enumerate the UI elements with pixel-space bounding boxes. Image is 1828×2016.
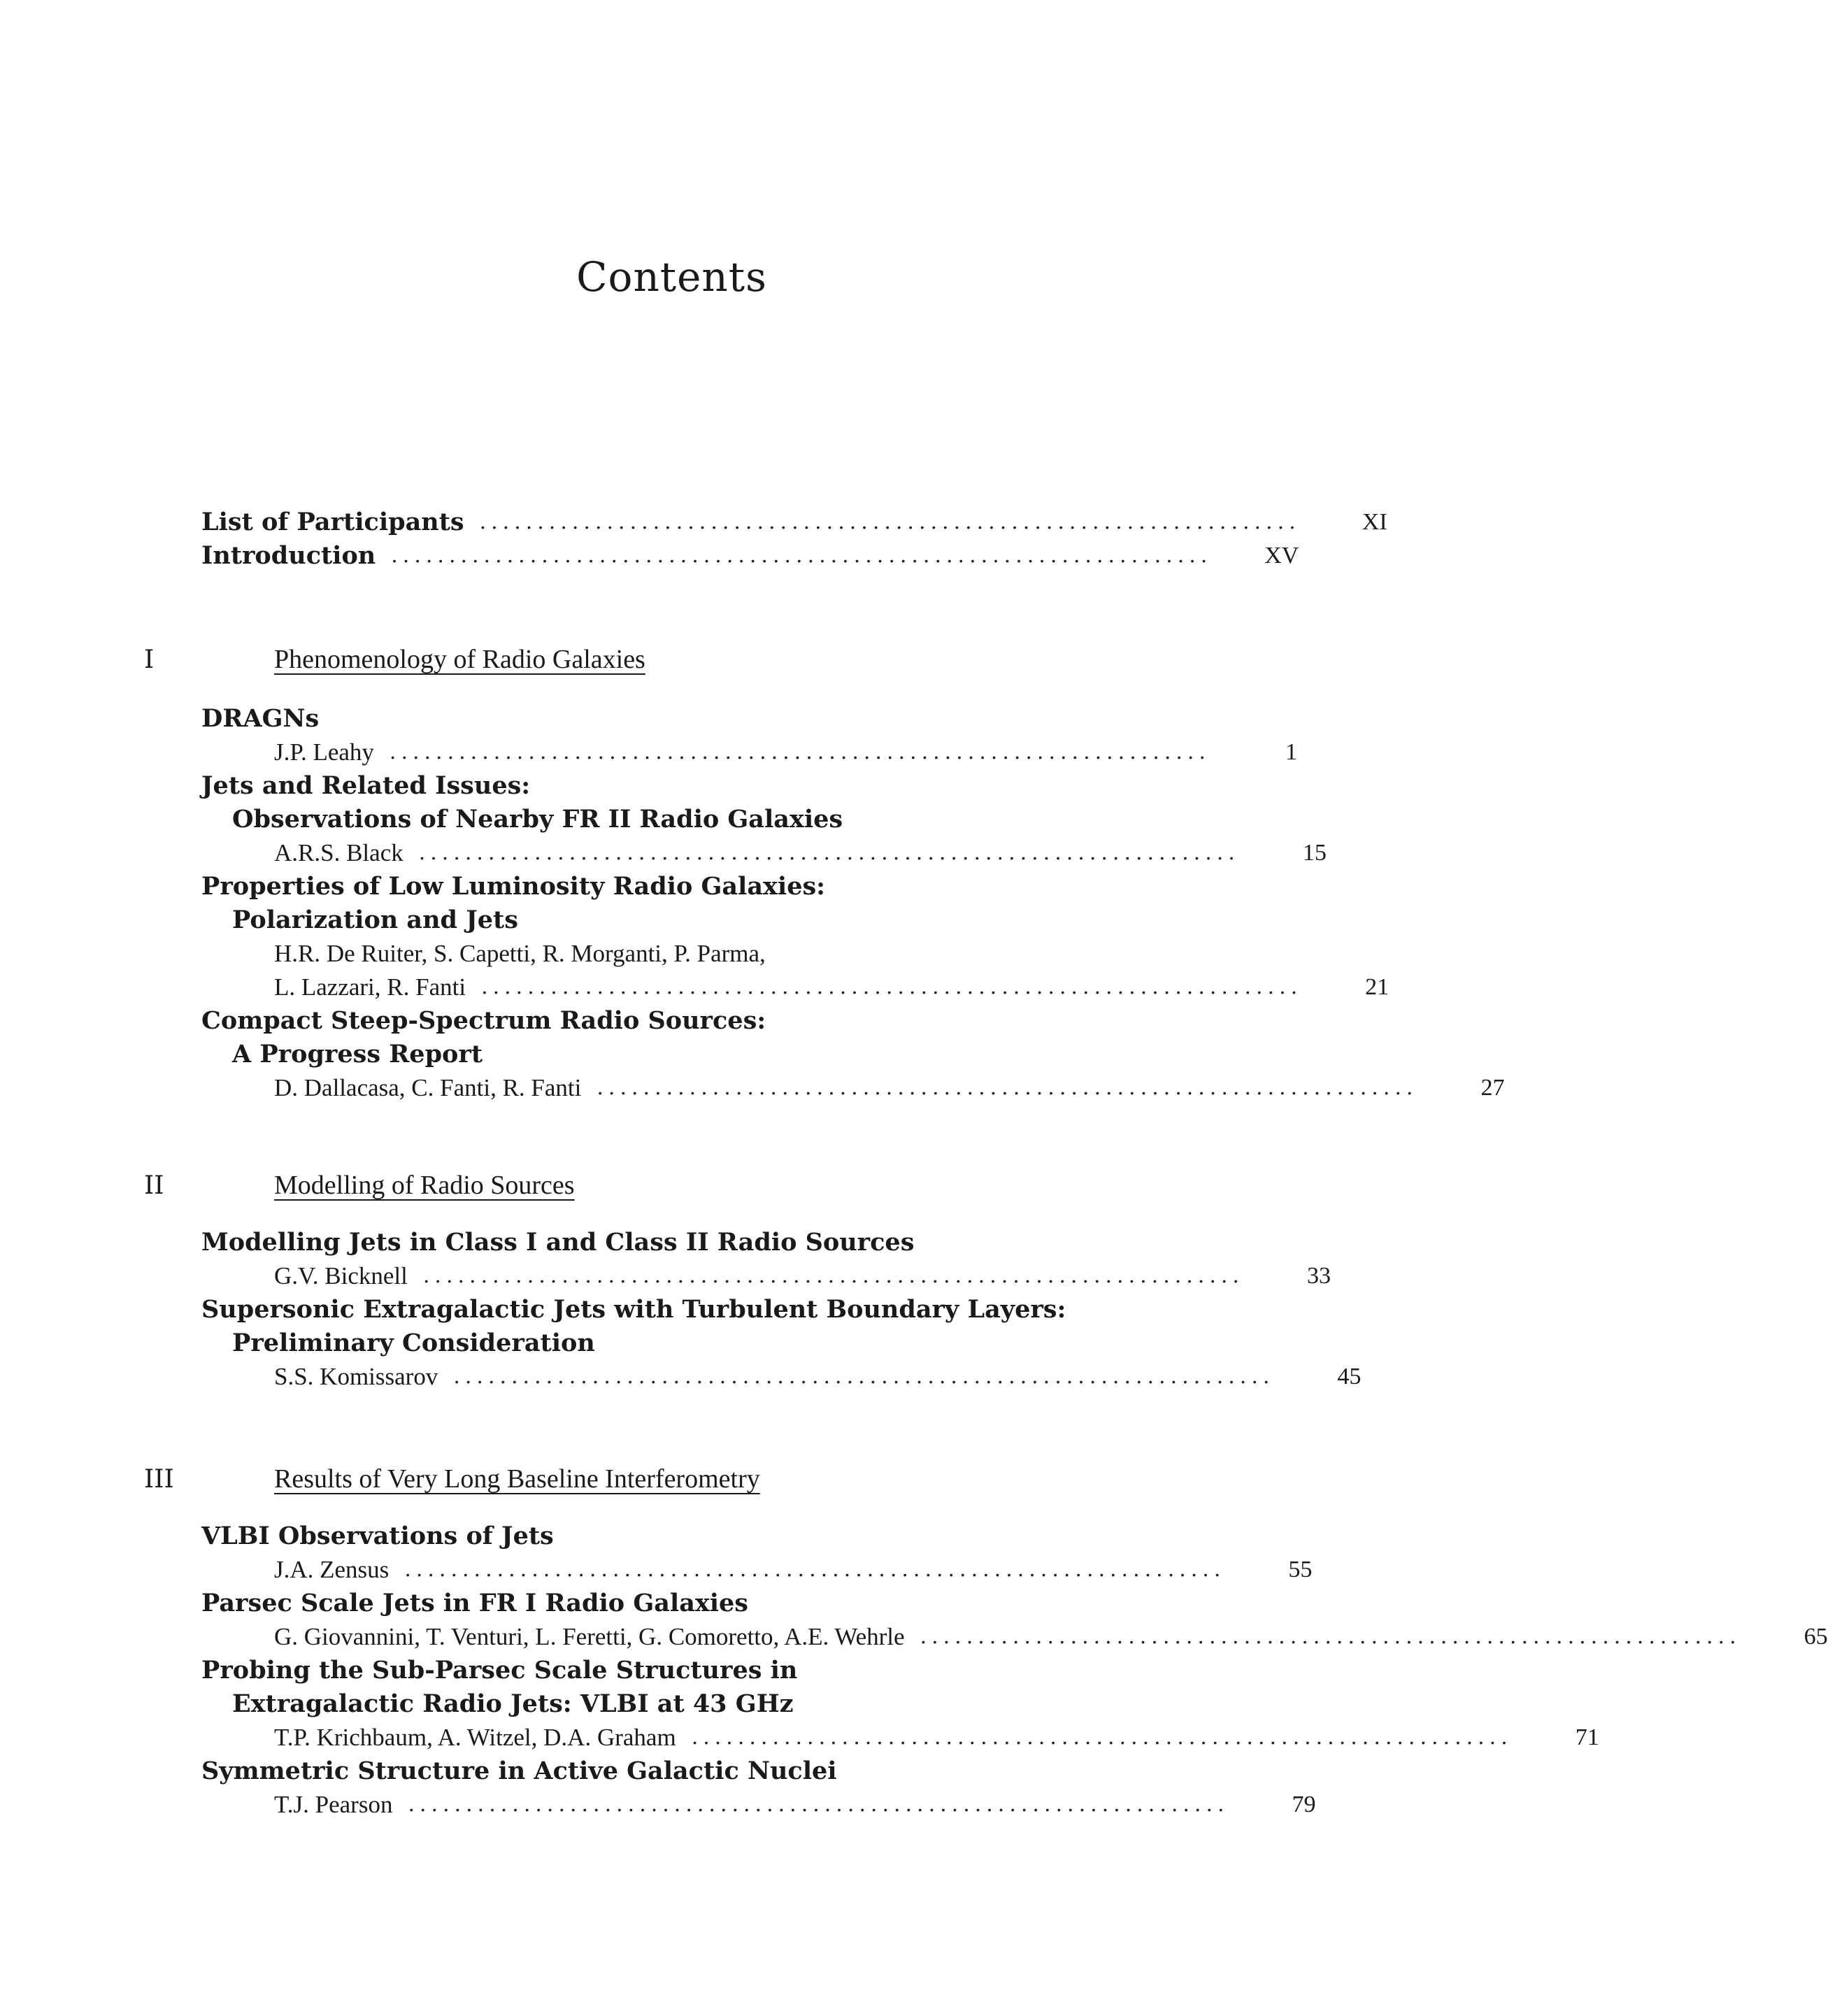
page-number: 79 [1292,1792,1316,1817]
leader-dots: ....................................................................... [389,740,1211,764]
entry-authors: G. Giovannini, T. Venturi, L. Feretti, G. Comoretto, A.E. Wehrle [274,1623,905,1650]
entry-title-line: Supersonic Extragalactic Jets with Turbulent Boundary Layers: [201,1295,1066,1324]
entry-title-line: Preliminary Consideration [232,1329,595,1357]
part-heading [144,635,1193,677]
leader-dots: ....................................................................... [422,1264,1244,1288]
entry-title-line: Modelling Jets in Class I and Class II Radio Sources [201,1228,915,1257]
page-number: 71 [1575,1724,1599,1750]
part-number: III [144,1465,174,1494]
entry-authors: T.P. Krichbaum, A. Witzel, D.A. Graham [274,1724,676,1751]
page-number: 1 [1285,739,1297,765]
toc-entry-low-luminosity[interactable] [201,970,1390,1003]
entry-authors: A.R.S. Black [274,839,404,866]
page-number: 65 [1804,1624,1828,1650]
entry-title-line: Polarization and Jets [232,906,518,934]
entry-title: Introduction [201,541,376,570]
page-number: 33 [1306,1263,1331,1289]
part-title[interactable]: Modelling of Radio Sources [274,1171,575,1200]
entry-authors: S.S. Komissarov [274,1363,438,1390]
entry-authors: D. Dallacasa, C. Fanti, R. Fanti [274,1074,582,1101]
page-number: 45 [1337,1364,1362,1389]
entry-title-line: Observations of Nearby FR II Radio Galaxies [232,805,843,834]
toc-entry-introduction[interactable] [201,538,1299,572]
part-title[interactable]: Results of Very Long Baseline Interferometry [274,1464,760,1494]
entry-title-line: DRAGNs [201,704,320,733]
part-number: II [144,1171,164,1200]
entry-title-line: Compact Steep-Spectrum Radio Sources: [201,1006,766,1035]
page-number: XV [1264,543,1299,569]
entry-title-line: Symmetric Structure in Active Galactic Nuclei [201,1757,837,1785]
leader-dots: ....................................................................... [691,1725,1513,1750]
page-number: 15 [1302,840,1327,866]
leader-dots: ....................................................................... [453,1364,1275,1389]
leader-dots: ....................................................................... [597,1075,1418,1100]
toc-entry-jets-related[interactable] [201,836,1327,869]
entry-title-line: VLBI Observations of Jets [201,1522,554,1550]
leader-dots: ....................................................................... [479,510,1301,534]
part-entries [201,1225,1362,1393]
leader-dots: ....................................................................... [418,841,1240,865]
toc-entry-parsec-scale[interactable] [201,1620,1828,1653]
entry-authors: J.A. Zensus [274,1556,390,1583]
toc-entry-compact-steep[interactable] [201,1071,1505,1104]
entry-authors: T.J. Pearson [274,1791,393,1818]
page-title: Contents [576,253,767,301]
entry-authors: J.P. Leahy [274,738,374,766]
toc-entry-list-of-participants[interactable] [201,505,1387,538]
page-number: 55 [1288,1557,1313,1582]
front-matter [201,505,1387,572]
leader-dots: ....................................................................... [404,1557,1226,1582]
part-entries [201,701,1505,1104]
entry-title-line: A Progress Report [232,1040,483,1068]
leader-dots: ....................................................................... [481,975,1303,999]
part-number: I [144,645,155,674]
leader-dots: ....................................................................... [920,1624,1741,1649]
entry-title-line: Extragalactic Radio Jets: VLBI at 43 GHz [232,1689,794,1718]
toc-entry-vlbi-jets[interactable] [201,1552,1313,1586]
entry-title: List of Participants [201,508,464,536]
part-entries [201,1519,1828,1821]
entry-title-line: Properties of Low Luminosity Radio Galaxies: [201,872,826,901]
page-number: 27 [1480,1075,1505,1101]
toc-entry-modelling-jets[interactable] [201,1259,1331,1292]
entry-title-line: Jets and Related Issues: [201,771,531,800]
page-number: XI [1362,509,1387,535]
part-heading [144,1454,1193,1496]
toc-entry-supersonic-jets[interactable] [201,1359,1362,1393]
part-title[interactable]: Phenomenology of Radio Galaxies [274,645,645,674]
toc-entry-dragns[interactable] [201,735,1297,768]
entry-authors-line: H.R. De Ruiter, S. Capetti, R. Morganti, P. Parma, [274,940,766,967]
leader-dots: ....................................................................... [408,1792,1229,1817]
leader-dots: ....................................................................... [391,543,1213,568]
part-heading [144,1161,1193,1203]
toc-entry-symmetric-structure[interactable] [201,1787,1316,1821]
entry-title-line: Probing the Sub-Parsec Scale Structures in [201,1656,798,1685]
toc-entry-sub-parsec[interactable] [201,1720,1599,1754]
entry-authors: G.V. Bicknell [274,1262,408,1289]
page-number: 21 [1365,974,1390,1000]
entry-authors: L. Lazzari, R. Fanti [274,973,466,1001]
entry-title-line: Parsec Scale Jets in FR I Radio Galaxies [201,1589,749,1617]
